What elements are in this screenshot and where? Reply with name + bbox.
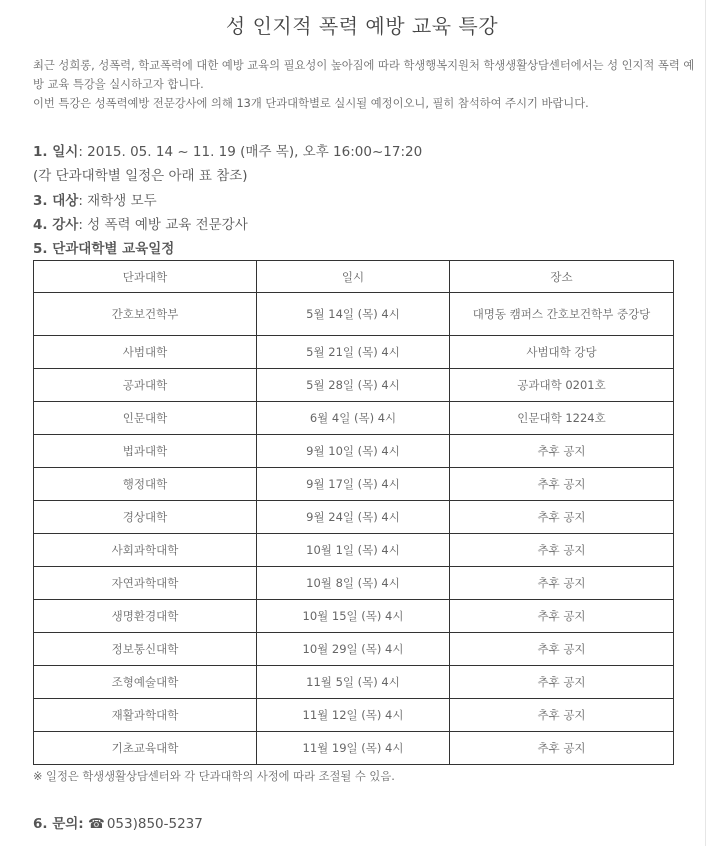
cell-college: 기초교육대학: [34, 732, 257, 765]
cell-college: 자연과학대학: [34, 567, 257, 600]
cell-college: 조형예술대학: [34, 666, 257, 699]
cell-place: 추후 공지: [450, 567, 674, 600]
cell-college: 재활과학대학: [34, 699, 257, 732]
cell-place: 사범대학 강당: [450, 336, 674, 369]
contact-label: 6. 문의:: [33, 816, 84, 832]
cell-college: 생명환경대학: [34, 600, 257, 633]
cell-datetime: 9월 17일 (목) 4시: [257, 468, 450, 501]
table-row: [34, 666, 674, 699]
cell-college: 인문대학: [34, 402, 257, 435]
cell-datetime: 5월 21일 (목) 4시: [257, 336, 450, 369]
cell-place: 추후 공지: [450, 600, 674, 633]
header-college: 단과대학: [34, 261, 257, 293]
cell-datetime: 11월 19일 (목) 4시: [257, 732, 450, 765]
table-row: [34, 534, 674, 567]
cell-college: 경상대학: [34, 501, 257, 534]
cell-datetime: 11월 12일 (목) 4시: [257, 699, 450, 732]
schedule-note: ※ 일정은 학생생활상담센터와 각 단과대학의 사정에 따라 조절될 수 있음.: [33, 770, 395, 783]
cell-datetime: 10월 15일 (목) 4시: [257, 600, 450, 633]
cell-place: 추후 공지: [450, 534, 674, 567]
table-row: [34, 402, 674, 435]
cell-datetime: 9월 24일 (목) 4시: [257, 501, 450, 534]
cell-place: 공과대학 0201호: [450, 369, 674, 402]
info-target-value: : 재학생 모두: [78, 192, 157, 209]
info-target-label: 3. 대상: [33, 192, 79, 209]
intro-line-2: 이번 특강은 성폭력예방 전문강사에 의해 13개 단과대학별로 실시될 예정이오니, 필히 참석하여 주시기 바랍니다.: [33, 97, 589, 110]
table-row: [34, 699, 674, 732]
info-schedule-heading: [33, 237, 703, 261]
table-row: [34, 600, 674, 633]
cell-place: 추후 공지: [450, 633, 674, 666]
cell-place: 추후 공지: [450, 501, 674, 534]
table-row: [34, 293, 674, 336]
table-row: [34, 732, 674, 765]
cell-datetime: 5월 14일 (목) 4시: [257, 293, 450, 336]
cell-place: 인문대학 1224호: [450, 402, 674, 435]
cell-college: 사회과학대학: [34, 534, 257, 567]
info-lecturer-label: 4. 강사: [33, 216, 79, 233]
cell-college: 공과대학: [34, 369, 257, 402]
info-date: [33, 140, 703, 164]
table-row: [34, 567, 674, 600]
contact-phone: 053)850-5237: [106, 816, 203, 832]
cell-place: 추후 공지: [450, 732, 674, 765]
cell-place: 추후 공지: [450, 699, 674, 732]
contact-info: [33, 812, 203, 832]
page-title: 성 인지적 폭력 예방 교육 특강: [225, 14, 499, 38]
cell-datetime: 5월 28일 (목) 4시: [257, 369, 450, 402]
table-row: [34, 369, 674, 402]
cell-place: 추후 공지: [450, 435, 674, 468]
cell-college: 사범대학: [34, 336, 257, 369]
info-target: [33, 189, 703, 213]
info-lecturer: [33, 213, 703, 237]
table-row: [34, 336, 674, 369]
cell-place: 대명동 캠퍼스 간호보건학부 중강당: [450, 293, 674, 336]
schedule-table: [33, 260, 674, 765]
header-datetime: 일시: [257, 261, 450, 293]
info-date-label: 1. 일시: [33, 144, 79, 160]
cell-datetime: 6월 4일 (목) 4시: [257, 402, 450, 435]
intro-line-1: 최근 성희롱, 성폭력, 학교폭력에 대한 예방 교육의 필요성이 높아짐에 따라 학생행복지원처 학생생활상담센터에서는 성 인지적 폭력 예방 교육 특강을 실시하고자 합니다.: [33, 59, 695, 91]
cell-datetime: 9월 10일 (목) 4시: [257, 435, 450, 468]
cell-place: 추후 공지: [450, 666, 674, 699]
table-header-row: [34, 261, 674, 293]
cell-college: 간호보건학부: [34, 293, 257, 336]
header-place: 장소: [450, 261, 674, 293]
cell-datetime: 10월 8일 (목) 4시: [257, 567, 450, 600]
table-row: [34, 501, 674, 534]
info-date-value: : 2015. 05. 14 ~ 11. 19 (매주 목), 오후 16:00~17:20: [78, 144, 423, 160]
cell-datetime: 10월 1일 (목) 4시: [257, 534, 450, 567]
info-list: [33, 140, 703, 261]
intro-text: [33, 56, 703, 113]
info-date-note: (각 단과대학별 일정은 아래 표 참조): [33, 168, 248, 185]
table-row: [34, 435, 674, 468]
phone-icon: ☎: [88, 816, 105, 832]
cell-datetime: 11월 5일 (목) 4시: [257, 666, 450, 699]
info-schedule-label: 5. 단과대학별 교육일정: [33, 241, 175, 258]
cell-place: 추후 공지: [450, 468, 674, 501]
page-edge-divider: [705, 0, 706, 846]
cell-datetime: 10월 29일 (목) 4시: [257, 633, 450, 666]
table-row: [34, 468, 674, 501]
cell-college: 법과대학: [34, 435, 257, 468]
cell-college: 행정대학: [34, 468, 257, 501]
cell-college: 정보통신대학: [34, 633, 257, 666]
table-row: [34, 633, 674, 666]
info-lecturer-value: : 성 폭력 예방 교육 전문강사: [78, 216, 248, 233]
